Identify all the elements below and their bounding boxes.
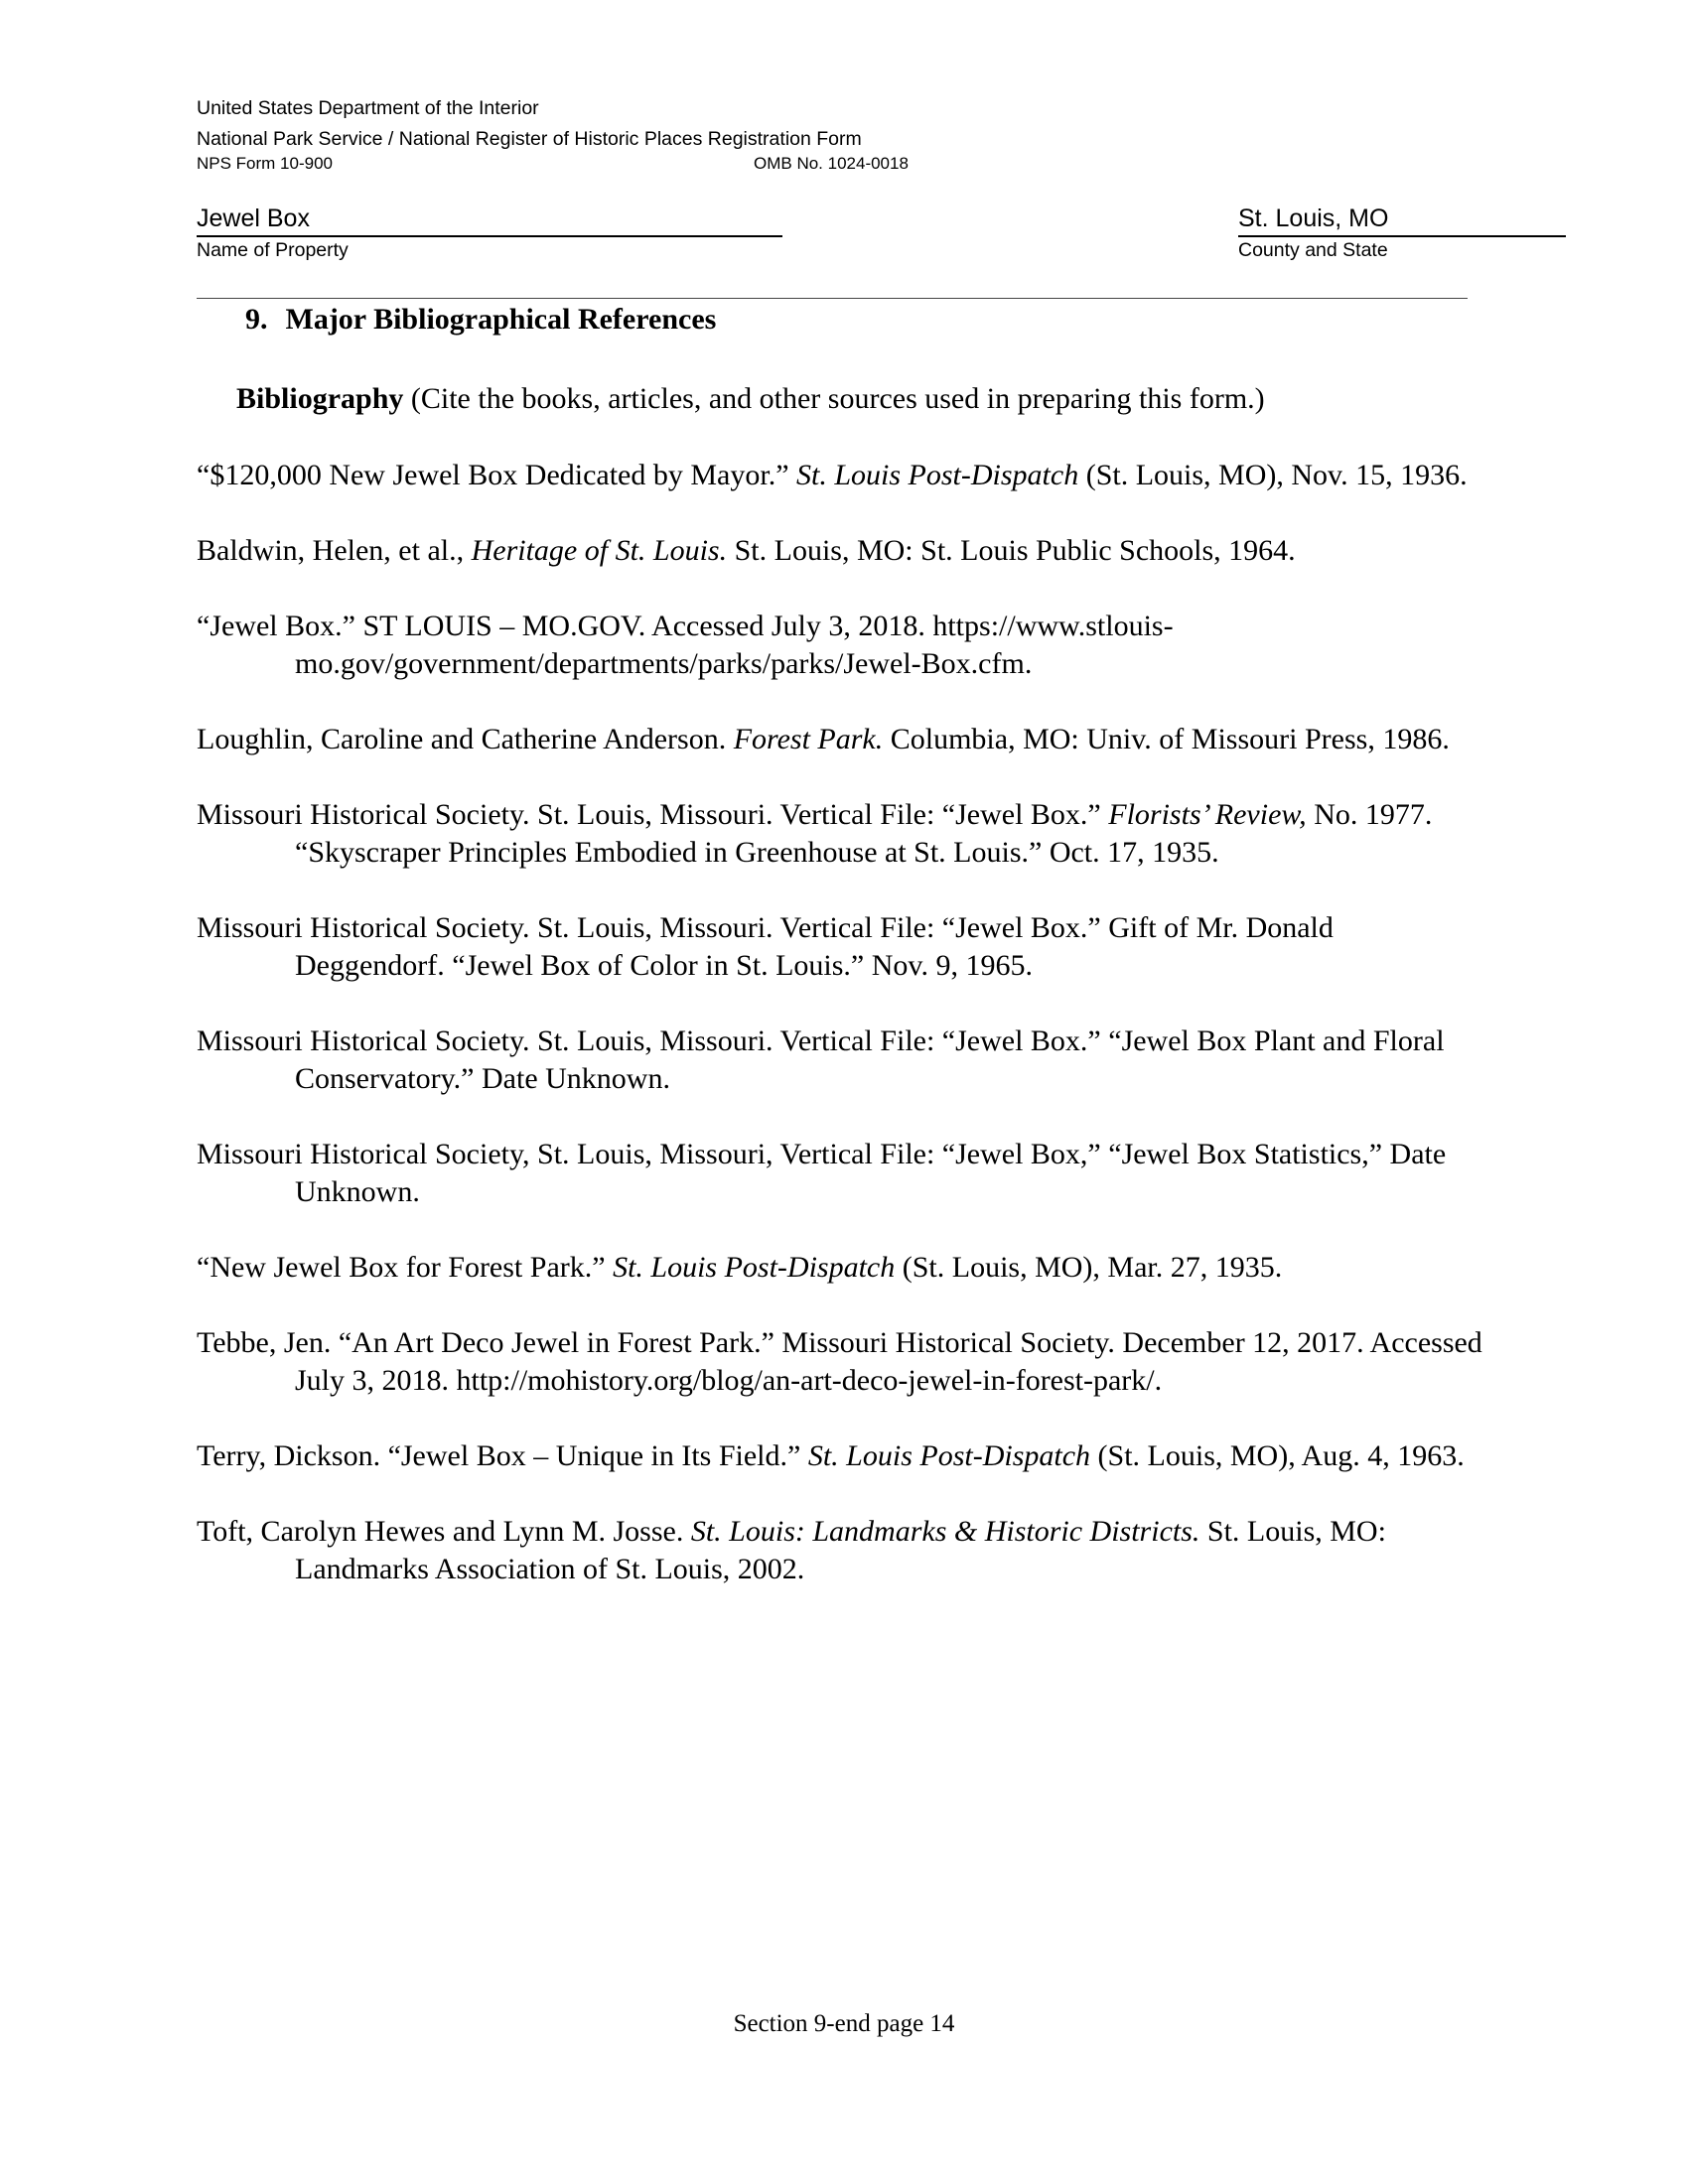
property-name-label: Name of Property (197, 239, 349, 261)
reference-item: Missouri Historical Society, St. Louis, Missouri, Vertical File: “Jewel Box,” “Jewel Box Statistics,” Date Unknown. (197, 1138, 1447, 1208)
property-name-field (197, 205, 782, 262)
agency-name: United States Department of the Interior (197, 97, 539, 119)
reference-item: Missouri Historical Society. St. Louis, Missouri. Vertical File: “Jewel Box.” Gift of Mr. Donald Deggendorf. “Jewel Box of Color in St. Louis.” Nov. 9, 1965. (197, 911, 1334, 982)
reference-list (197, 457, 1487, 1626)
reference-item: Tebbe, Jen. “An Art Deco Jewel in Forest Park.” Missouri Historical Society. December 12, 2017. Accessed July 3, 2018. http://mohistory.org/blog/an-art-deco-jewel-in-forest-park/. (197, 1326, 1482, 1397)
county-state-label: County and State (1238, 239, 1388, 261)
reference-item: Baldwin, Helen, et al., Heritage of St. Louis. St. Louis, MO: St. Louis Public Schools, 1964. (197, 534, 1296, 567)
bibliography-note: (Cite the books, articles, and other sources used in preparing this form.) (410, 382, 1265, 415)
section-title: Major Bibliographical References (285, 303, 717, 336)
property-name-value: Jewel Box (197, 205, 782, 237)
reference-item: Loughlin, Caroline and Catherine Anderson. Forest Park. Columbia, MO: Univ. of Missouri Press, 1986. (197, 723, 1450, 755)
reference-item: Missouri Historical Society. St. Louis, Missouri. Vertical File: “Jewel Box.” Florists’ Review, No. 1977. “Skyscraper Principles Embodied in Greenhouse at St. Louis.” Oct. 17, 1935. (197, 798, 1433, 869)
section-number: 9. (245, 303, 268, 336)
reference-item: Missouri Historical Society. St. Louis, Missouri. Vertical File: “Jewel Box.” “Jewel Box Plant and Floral Conservatory.” Date Unknown. (197, 1024, 1445, 1095)
reference-item: “Jewel Box.” ST LOUIS – MO.GOV. Accessed July 3, 2018. https://www.stlouis-mo.gov/government/departments/parks/parks/Jewel-Box.cfm. (197, 610, 1174, 680)
omb-number: OMB No. 1024-0018 (754, 154, 909, 173)
reference-item: Toft, Carolyn Hewes and Lynn M. Josse. St. Louis: Landmarks & Historic Districts. St. Louis, MO: Landmarks Association of St. Louis, 2002. (197, 1515, 1386, 1585)
section-heading (245, 303, 716, 337)
form-title: National Park Service / National Register of Historic Places Registration Form (197, 128, 862, 150)
bibliography-label: Bibliography (236, 382, 404, 415)
reference-item: “$120,000 New Jewel Box Dedicated by Mayor.” St. Louis Post-Dispatch (St. Louis, MO), Nov. 15, 1936. (197, 459, 1468, 491)
form-number: NPS Form 10-900 (197, 154, 333, 173)
page-footer: Section 9-end page 14 (733, 2010, 955, 2037)
county-state-value: St. Louis, MO (1238, 205, 1566, 237)
bibliography-intro (236, 382, 1265, 416)
county-state-field (1238, 205, 1566, 262)
section-divider (197, 298, 1468, 299)
reference-item: “New Jewel Box for Forest Park.” St. Louis Post-Dispatch (St. Louis, MO), Mar. 27, 1935. (197, 1251, 1283, 1284)
reference-item: Terry, Dickson. “Jewel Box – Unique in Its Field.” St. Louis Post-Dispatch (St. Louis, MO), Aug. 4, 1963. (197, 1439, 1465, 1472)
